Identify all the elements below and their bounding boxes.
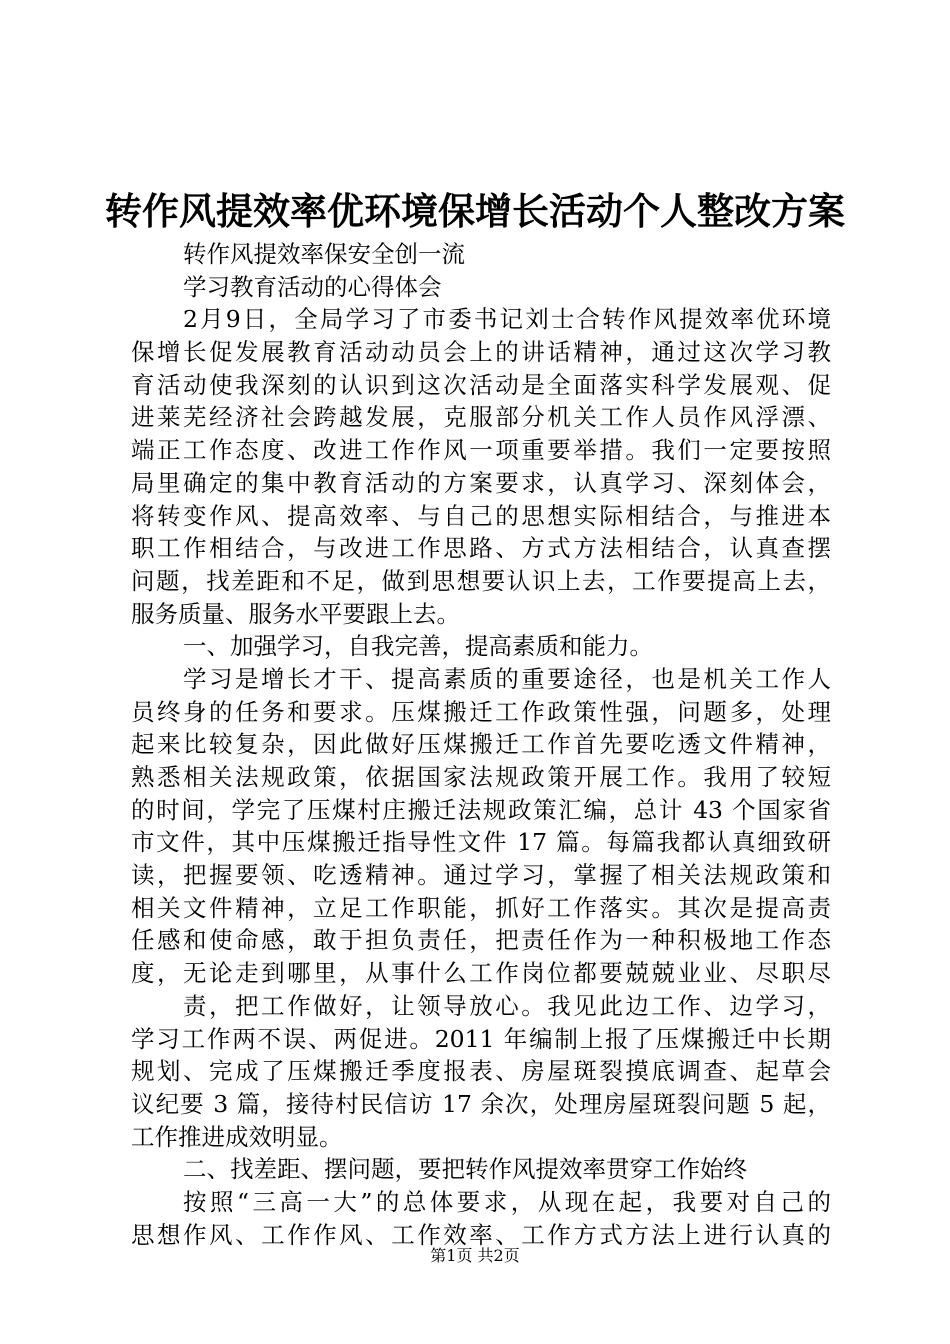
text-line: 学习是增长才干、提高素质的重要途径，也是机关工作人 — [183, 664, 831, 693]
text-line: 转作风提效率保安全创一流 — [183, 240, 465, 268]
text-line: 读，把握要领、吃透精神。通过学习，掌握了相关法规政策和 — [131, 861, 831, 890]
text-line: 2月9日，全局学习了市委书记刘士合转作风提效率优环境 — [183, 305, 831, 334]
text-line: 思想作风、工作作风、工作效率、工作方式方法上进行认真的 — [131, 1220, 831, 1249]
text-line: 育活动使我深刻的认识到这次活动是全面落实科学发展观、促 — [131, 370, 831, 399]
text-line: 工作推进成效明显。 — [131, 1122, 343, 1151]
text-line: 市文件，其中压煤搬迁指导性文件 17 篇。每篇我都认真细致研 — [131, 828, 831, 857]
page-footer: 第1页 共2页 — [430, 1246, 520, 1265]
text-line: 的时间，学完了压煤村庄搬迁法规政策汇编，总计 43 个国家省 — [131, 795, 831, 824]
text-line: 端正工作态度、改进工作作风一项重要举措。我们一定要按照 — [131, 436, 831, 465]
text-line: 局里确定的集中教育活动的方案要求，认真学习、深刻体会， — [131, 468, 831, 497]
text-line: 服务质量、服务水平要跟上去。 — [131, 599, 460, 628]
text-line: 起来比较复杂，因此做好压煤搬迁工作首先要吃透文件精神， — [131, 730, 831, 759]
text-line: 议纪要 3 篇，接待村民信访 17 余次，处理房屋斑裂问题 5 起， — [131, 1089, 831, 1118]
text-line: 规划、完成了压煤搬迁季度报表、房屋斑裂摸底调查、起草会 — [131, 1057, 831, 1086]
text-line: 问题，找差距和不足，做到思想要认识上去，工作要提高上去， — [131, 566, 831, 595]
text-line: 学习教育活动的心得体会 — [183, 272, 442, 301]
text-line: 度，无论走到哪里，从事什么工作岗位都要兢兢业业、尽职尽 — [131, 959, 831, 988]
text-line: 进莱芜经济社会跨越发展，克服部分机关工作人员作风浮漂、 — [131, 403, 831, 432]
text-line: 相关文件精神，立足工作职能，抓好工作落实。其次是提高责 — [131, 893, 831, 922]
text-line: 按照“三高一大”的总体要求，从现在起，我要对自己的 — [183, 1187, 831, 1216]
text-line: 二、找差距、摆问题，要把转作风提效率贯穿工作始终 — [183, 1155, 747, 1184]
page-title: 转作风提效率优环境保增长活动个人整改方案 — [105, 189, 845, 233]
text-line: 学习工作两不误、两促进。2011 年编制上报了压煤搬迁中长期 — [131, 1024, 831, 1053]
text-line: 保增长促发展教育活动动员会上的讲话精神，通过这次学习教 — [131, 338, 831, 367]
document-body — [131, 238, 831, 1251]
text-line: 任感和使命感，敢于担负责任，把责任作为一种积极地工作态 — [131, 926, 831, 955]
text-line: 一、加强学习，自我完善，提高素质和能力。 — [183, 632, 653, 661]
text-line: 员终身的任务和要求。压煤搬迁工作政策性强，问题多，处理 — [131, 697, 831, 726]
text-line: 熟悉相关法规政策，依据国家法规政策开展工作。我用了较短 — [131, 763, 831, 791]
text-line: 职工作相结合，与改进工作思路、方式方法相结合，认真查摆 — [131, 534, 831, 563]
text-line: 责，把工作做好，让领导放心。我见此边工作、边学习， — [183, 991, 831, 1020]
text-line: 将转变作风、提高效率、与自己的思想实际相结合，与推进本 — [131, 501, 831, 530]
